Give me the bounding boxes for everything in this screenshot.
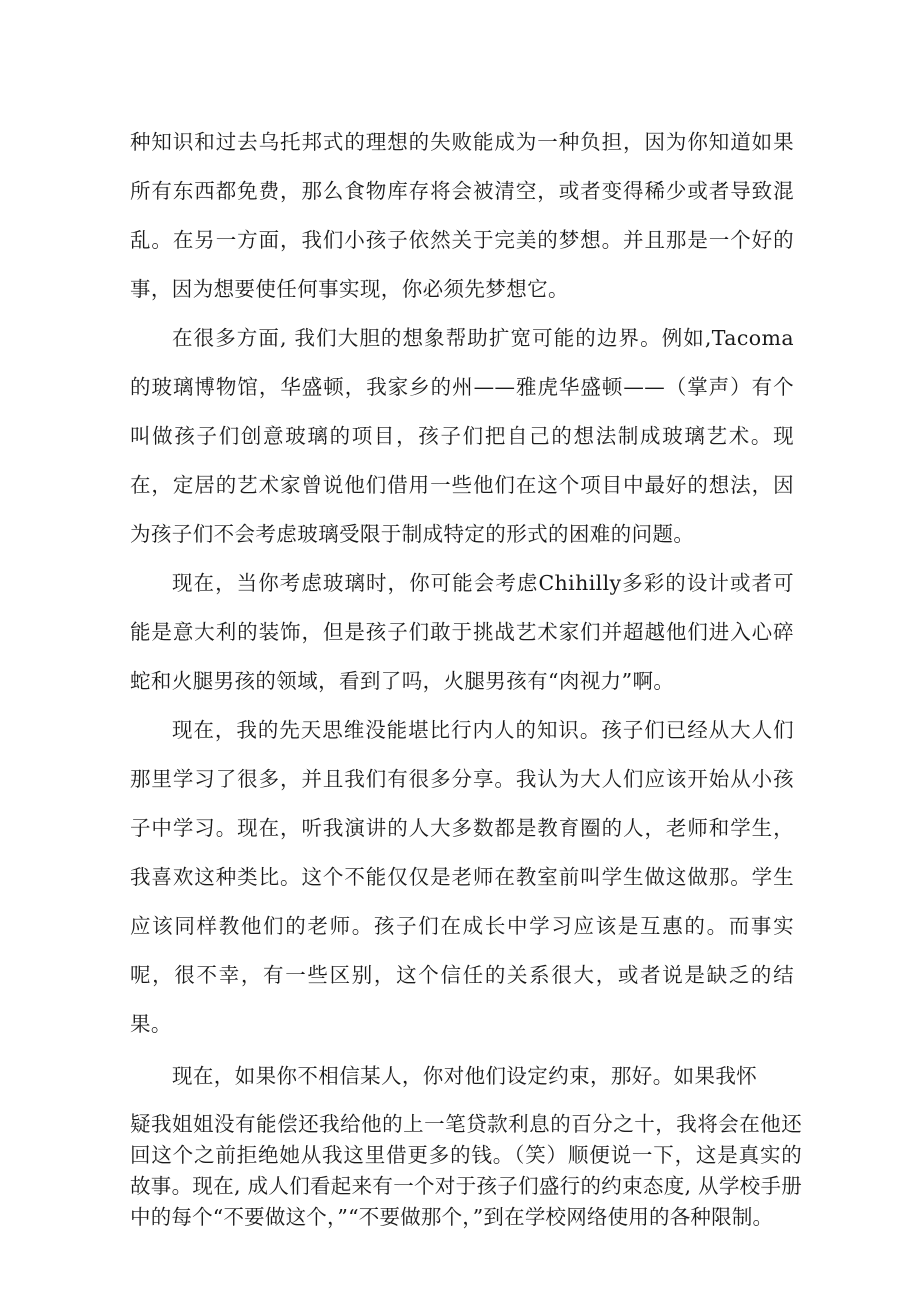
paragraph-5-body: 疑我姐姐没有能偿还我给他的上一笔贷款利息的百分之十，我将会在他还回这个之前拒绝她从我这里借更多的钱。（笑）顺便说一下，这是真实的故事。现在, 成人们看起来有一个对于孩子们盛行的约束态度, 从学校手册中的每个“不要做这个，”“不要做那个，”到在学校网络使用的各种限制。 [130,1112,802,1229]
paragraph-2: 在很多方面, 我们大胆的想象帮助扩宽可能的边界。例如,Tacoma的玻璃博物馆，华盛顿，我家乡的州——雅虎华盛顿——（掌声）有个叫做孩子们创意玻璃的项目，孩子们把自己的想法制成玻璃艺术。现在，定居的艺术家曾说他们借用一些他们在这个项目中最好的想法，因为孩子们不会考虑玻璃受限于制成特定的形式的困难的问题。 [130,326,794,546]
paragraph-4: 现在，我的先天思维没能堪比行内人的知识。孩子们已经从大人们那里学习了很多，并且我们有很多分享。我认为大人们应该开始从小孩子中学习。现在，听我演讲的人大多数都是教育圈的人，老师和学生，我喜欢这种类比。这个不能仅仅是老师在教室前叫学生做这做那。学生应该同样教他们的老师。孩子们在成长中学习应该是互惠的。而事实呢，很不幸，有一些区别，这个信任的关系很大，或者说是缺乏的结果。 [130,718,794,1036]
document-page [130,118,802,1233]
paragraph-5-first-line: 现在，如果你不相信某人，你对他们设定约束，那好。如果我怀 [172,1064,758,1088]
paragraph-3: 现在，当你考虑玻璃时，你可能会考虑Chihilly多彩的设计或者可能是意大利的装饰，但是孩子们敢于挑战艺术家们并超越他们进入心碎蛇和火腿男孩的领域，看到了吗，火腿男孩有“肉视力”啊。 [130,571,794,693]
paragraph-1: 种知识和过去乌托邦式的理想的失败能成为一种负担，因为你知道如果所有东西都免费，那么食物库存将会被清空，或者变得稀少或者导致混乱。在另一方面，我们小孩子依然关于完美的梦想。并且那是一个好的事，因为想要使任何事实现，你必须先梦想它。 [130,130,794,301]
